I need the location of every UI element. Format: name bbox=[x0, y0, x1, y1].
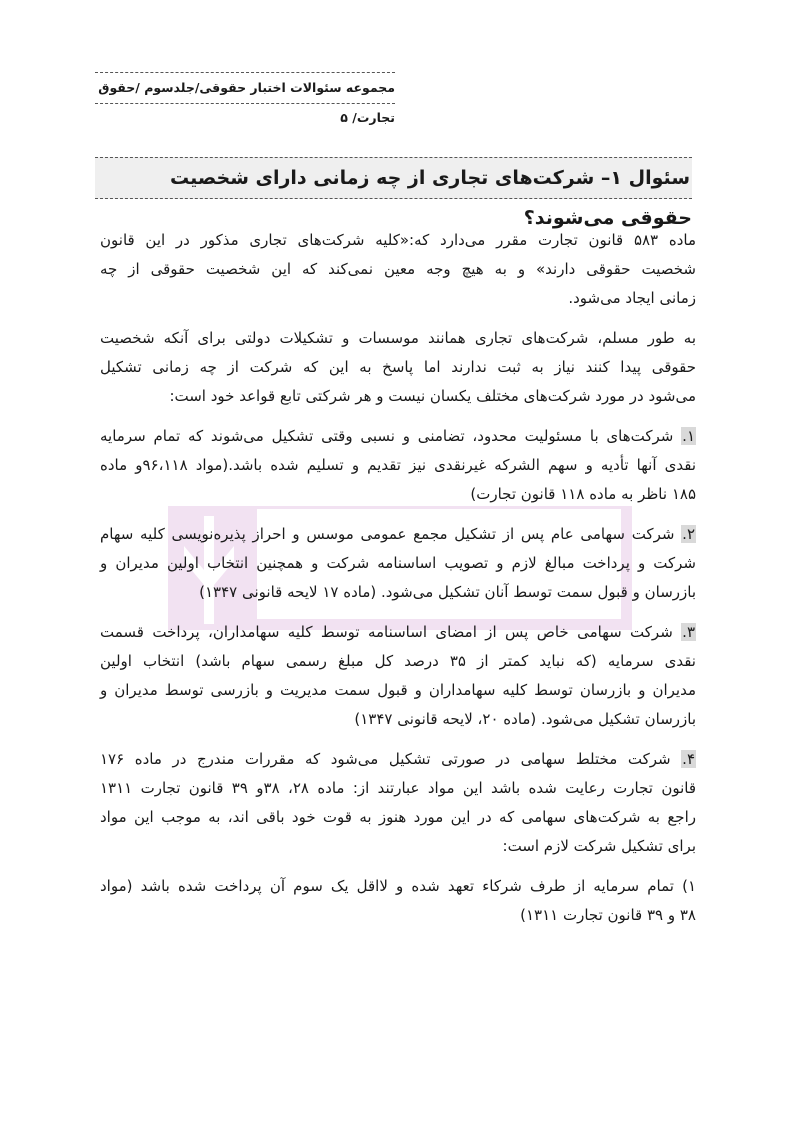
text-line bbox=[100, 284, 696, 313]
line-text: نقدی آنها تأدیه و سهم الشرکه غیرنقدی نیز تقدیم و تسلیم شده باشد.(مواد ۹۶،۱۱۸و ماده bbox=[100, 456, 696, 474]
paragraph bbox=[100, 422, 696, 509]
text-line bbox=[100, 901, 696, 930]
line-text: قانون تجارت رعایت شده باشد این مواد عبارتند از: ماده ۲۸، ۳۸و ۳۹ قانون تجارت ۱۳۱۱ bbox=[100, 779, 697, 797]
question-title: سئوال ۱– شرکت‌های تجاری از چه زمانی دارای شخصیت حقوقی می‌شوند؟ bbox=[169, 167, 692, 229]
list-number-marker: ۱. bbox=[682, 427, 695, 445]
line-text: ۳۸ و ۳۹ قانون تجارت ۱۳۱۱) bbox=[520, 906, 696, 924]
text-line bbox=[100, 578, 696, 607]
line-text: برای تشکیل شرکت لازم است: bbox=[502, 837, 696, 855]
text-line bbox=[100, 382, 696, 411]
paragraph bbox=[100, 520, 696, 607]
text-line bbox=[100, 705, 696, 734]
text-line bbox=[100, 480, 696, 509]
text-line bbox=[100, 872, 696, 901]
text-line bbox=[100, 422, 696, 451]
running-header: مجموعه سئوالات اختبار حقوقی/جلدسوم /حقوق تجارت/ ۵ bbox=[95, 72, 395, 104]
line-text: شخصیت حقوقی دارند» و به هیچ وجه معین نمی‌کند که این شخصیت حقوقی از چه bbox=[100, 260, 696, 278]
line-text: شرکت مختلط سهامی در صورتی تشکیل می‌شود که مقررات مندرج در ماده ۱۷۶ bbox=[100, 750, 682, 768]
text-line bbox=[100, 255, 696, 284]
text-line bbox=[100, 353, 696, 382]
text-line bbox=[100, 226, 696, 255]
list-number-marker: ۲. bbox=[682, 525, 695, 543]
list-number-marker: ۴. bbox=[682, 750, 695, 768]
text-line bbox=[100, 647, 696, 676]
line-text: حقوقی پیدا کنند نیاز به ثبت ندارند اما پاسخ به این که شرکت از چه زمانی تشکیل bbox=[100, 358, 696, 376]
line-text: زمانی ایجاد می‌شود. bbox=[568, 289, 696, 307]
line-text: نقدی سرمایه (که نباید کمتر از ۳۵ درصد کل مبلغ رسمی سهام باشد) انتخاب اولین bbox=[100, 652, 696, 670]
line-text: ماده ۵۸۳ قانون تجارت مقرر می‌دارد که:«کلیه شرکت‌های تجاری مذکور در این قانون bbox=[100, 231, 696, 249]
paragraph bbox=[100, 226, 696, 313]
text-line bbox=[100, 324, 696, 353]
text-line bbox=[100, 745, 696, 774]
question-title-box bbox=[95, 157, 692, 229]
text-line bbox=[100, 618, 696, 647]
line-text: شرکت سهامی خاص پس از امضای اساسنامه توسط کلیه سهامداران، پرداخت قسمت bbox=[100, 623, 682, 641]
paragraph bbox=[100, 324, 696, 411]
text-line bbox=[100, 520, 696, 549]
line-text: بازرسان تشکیل می‌شود. (ماده ۲۰، لایحه قانونی ۱۳۴۷) bbox=[354, 710, 696, 728]
text-line bbox=[100, 676, 696, 705]
line-text: مدیران و بازرسان توسط کلیه سهامداران و قبول سمت مدیریت و بازرسی توسط مدیران و bbox=[100, 681, 696, 699]
text-line bbox=[100, 549, 696, 578]
line-text: راجع به شرکت‌های سهامی که در این مورد هنوز به قوت خود باقی اند، به موجب این مواد bbox=[100, 808, 696, 826]
line-text: ۱) تمام سرمایه از طرف شرکاء تعهد شده و لااقل یک سوم آن پرداخت شده باشد (مواد bbox=[100, 877, 696, 895]
paragraph bbox=[100, 872, 696, 930]
line-text: ۱۸۵ ناظر به ماده ۱۱۸ قانون تجارت) bbox=[470, 485, 696, 503]
text-line bbox=[100, 803, 696, 832]
line-text: شرکت‌های با مسئولیت محدود، تضامنی و نسبی وقتی تشکیل می‌شوند که تمام سرمایه bbox=[100, 427, 682, 445]
text-line bbox=[100, 451, 696, 480]
paragraph bbox=[100, 618, 696, 734]
line-text: به طور مسلم، شرکت‌های تجاری همانند موسسات و تشکیلات دولتی برای آنکه شخصیت bbox=[100, 329, 696, 347]
text-line bbox=[100, 774, 696, 803]
list-number-marker: ۳. bbox=[682, 623, 695, 641]
text-line bbox=[100, 832, 696, 861]
paragraph bbox=[100, 745, 696, 861]
line-text: بازرسان و قبول سمت توسط آنان تشکیل می‌شود. (ماده ۱۷ لایحه قانونی ۱۳۴۷) bbox=[199, 583, 696, 601]
line-text: می‌شود در مورد شرکت‌های مختلف یکسان نیست و هر شرکتی تابع قواعد خود است: bbox=[169, 387, 696, 405]
line-text: شرکت و پرداخت مبالغ لازم و تصویب اساسنامه شرکت و همچنین انتخاب اولین مدیران و bbox=[100, 554, 696, 572]
line-text: شرکت سهامی عام پس از تشکیل مجمع عمومی موسس و احراز پذیره‌نویسی کلیه سهام bbox=[100, 525, 682, 543]
answer-body bbox=[100, 226, 696, 941]
